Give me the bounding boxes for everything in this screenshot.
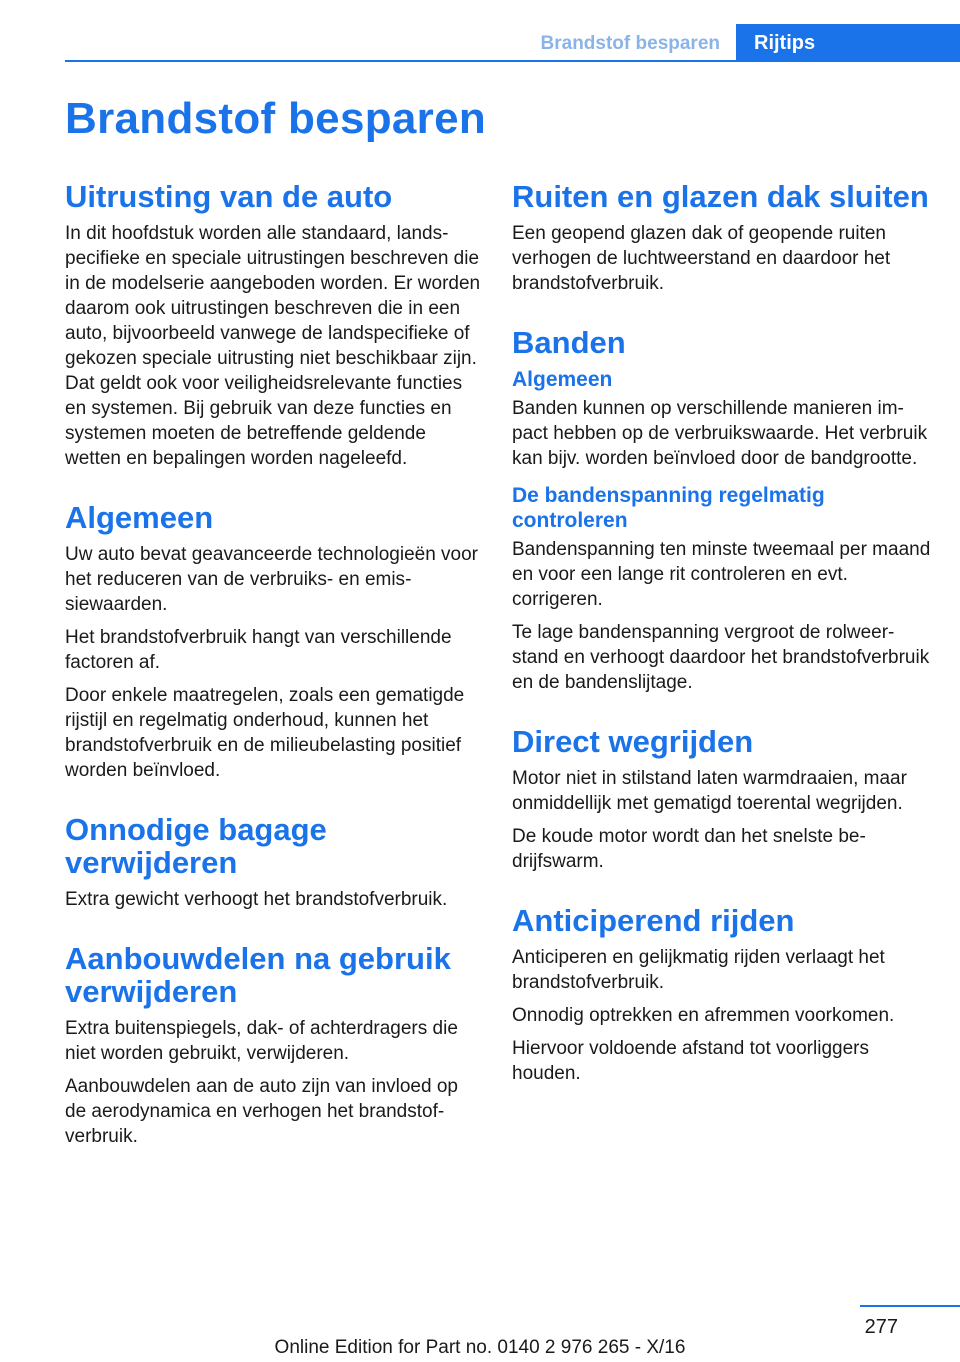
paragraph: Extra gewicht verhoogt het brandstofverbruik.	[65, 889, 448, 910]
footer-rule	[860, 1305, 960, 1307]
page-number: 277	[864, 1316, 898, 1338]
section-heading: Banden	[512, 325, 626, 360]
header-rule	[65, 60, 960, 62]
section-algemeen	[65, 501, 483, 783]
section-heading: Uitrusting van de auto	[65, 179, 393, 214]
paragraph: Banden kunnen op verschillende manieren impact hebben op de verbruikswaarde. Het verbruik kan bijv. worden beïnvloed door de bandgrootte.	[512, 398, 928, 469]
paragraph: Door enkele maatregelen, zoals een gematigde rijstijl en regelmatig onderhoud, kunnen het brandstofverbruik en de milieubelasting positief worden beïnvloed.	[65, 685, 465, 781]
paragraph: De koude motor wordt dan het snelste bedrijfswarm.	[512, 826, 866, 872]
section-bagage	[65, 813, 483, 912]
subsection-heading: Algemeen	[512, 368, 613, 391]
paragraph: Een geopend glazen dak of geopende ruiten verhogen de luchtweerstand en daardoor het brandstofverbruik.	[512, 223, 891, 294]
section-direct-wegrijden	[512, 725, 932, 874]
paragraph: Anticiperen en gelijkmatig rijden verlaagt het brandstofverbruik.	[512, 947, 885, 993]
section-ruiten	[512, 180, 932, 296]
paragraph: Onnodig optrekken en afremmen voorkomen.	[512, 1005, 895, 1026]
page-title: Brandstof besparen	[65, 94, 487, 143]
section-anticiperend	[512, 904, 932, 1086]
section-heading: Aanbouwdelen na gebruik verwijderen	[65, 941, 451, 1009]
section-banden	[512, 326, 932, 695]
section-heading: Anticiperend rijden	[512, 903, 795, 938]
footer-edition: Online Edition for Part no. 0140 2 976 265 - X/16	[274, 1337, 686, 1358]
header-chapter-tab: Rijtips	[736, 24, 960, 62]
section-heading: Ruiten en glazen dak sluiten	[512, 179, 929, 214]
subsection-heading: De bandenspanning regelmatig controleren	[512, 484, 825, 532]
paragraph: In dit hoofdstuk worden alle standaard, landspecifieke en speciale uitrustingen beschreven die in de modelserie aangeboden worden. Er worden daarom ook uitrustingen beschreven die in een auto, bijvoorbeeld vanwege de landspecifieke of gekozen speciale uitrusting niet beschikbaar zijn. Dat geldt ook voor veiligheidsrelevante functies en systemen. Bij gebruik van deze functies en systemen moeten de betreffende geldende wetten en bepalingen worden nageleefd.	[65, 223, 481, 469]
paragraph: Extra buitenspiegels, dak- of achterdragers die niet worden gebruikt, verwijderen.	[65, 1018, 458, 1064]
paragraph: Aanbouwdelen aan de auto zijn van invloed op de aerodynamica en verhogen het brandstofverbruik.	[65, 1076, 458, 1147]
section-uitrusting	[65, 180, 483, 471]
paragraph: Uw auto bevat geavanceerde technologieën voor het reduceren van de verbruiks- en emissiewaarden.	[65, 544, 479, 615]
section-aanbouwdelen	[65, 942, 483, 1149]
subsection-bandenspanning	[512, 483, 932, 695]
header-section-title: Brandstof besparen	[540, 33, 720, 54]
right-column	[512, 180, 932, 1116]
paragraph: Motor niet in stilstand laten warmdraaien, maar onmiddellijk met gematigd toerental wegrijden.	[512, 768, 907, 814]
paragraph: Bandenspanning ten minste tweemaal per maand en voor een lange rit controleren en evt. corrigeren.	[512, 539, 931, 610]
paragraph: Het brandstofverbruik hangt van verschillende factoren af.	[65, 627, 452, 673]
paragraph: Te lage bandenspanning vergroot de rolweerstand en verhoogt daardoor het brandstofverbruik en de bandenslijtage.	[512, 622, 930, 693]
section-heading: Onnodige bagage verwijderen	[65, 812, 327, 880]
left-column	[65, 180, 483, 1179]
subsection-algemeen	[512, 367, 932, 471]
section-heading: Algemeen	[65, 500, 214, 535]
section-heading: Direct wegrijden	[512, 724, 754, 759]
paragraph: Hiervoor voldoende afstand tot voorliggers houden.	[512, 1038, 869, 1084]
